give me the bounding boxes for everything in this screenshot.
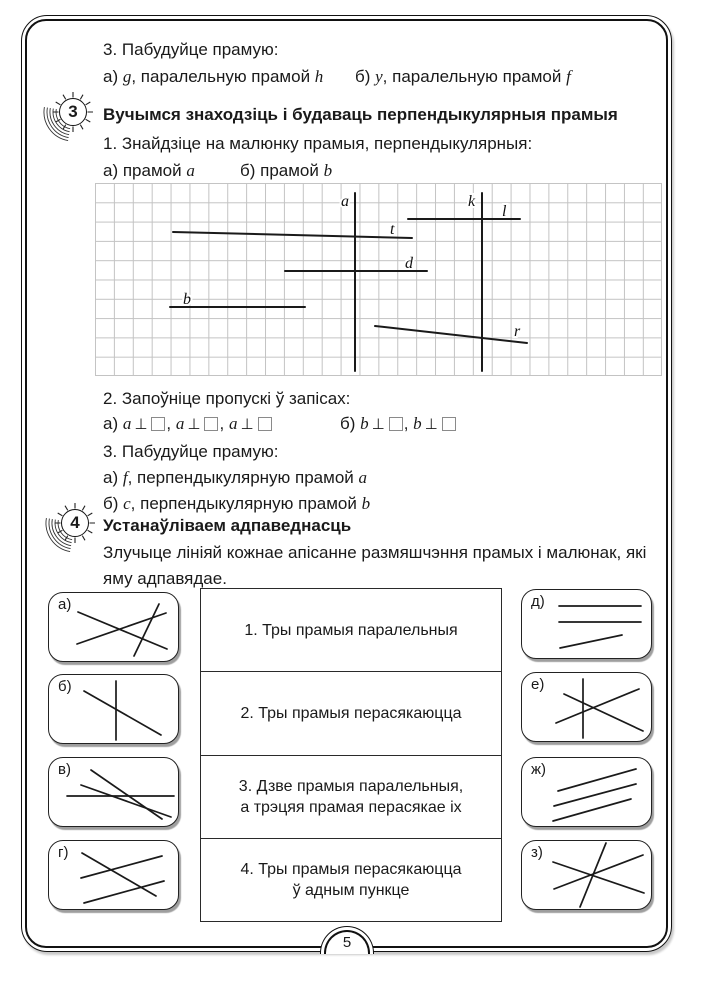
description-3[interactable]: 3. Дзве прамыя паралельныя, а трэцяя прамая перасякае іх [201, 756, 501, 839]
picture-letter: б) [58, 678, 72, 695]
lines-drawing [522, 841, 653, 911]
task3-label: 3. Пабудуйце прамую: [103, 442, 279, 461]
section4-instruction-line1: Злучыце лініяй кожнае апісанне размяшчэння прамых і малюнак, які [103, 543, 647, 562]
picture-box-a[interactable] [48, 592, 179, 662]
blank-box[interactable] [258, 417, 272, 431]
picture-box-g[interactable] [48, 840, 179, 910]
section4-number: 4 [61, 509, 89, 537]
picture-letter: з) [531, 844, 543, 861]
picture-box-d[interactable] [521, 589, 652, 659]
task2-blanks [103, 413, 583, 435]
label-d: d [405, 255, 413, 272]
label-l: l [502, 203, 507, 220]
descriptions-table [200, 588, 502, 922]
label-r: r [514, 323, 521, 340]
intro-options [103, 66, 583, 88]
section4-instruction-line2: яму адпавядае. [103, 569, 227, 588]
task1-option-b: б) прамой b [240, 161, 333, 180]
description-1[interactable]: 1. Тры прамыя паралельныя [201, 589, 501, 672]
picture-letter: в) [58, 761, 71, 778]
picture-box-zh[interactable] [521, 757, 652, 827]
line-r [375, 326, 527, 343]
picture-letter: е) [531, 676, 545, 693]
blank-box[interactable] [204, 417, 218, 431]
section3-badge [34, 84, 110, 146]
label-k: k [468, 193, 476, 210]
label-t: t [390, 221, 395, 238]
section3-title: Вучымся знаходзіць і будаваць перпендыкулярныя прамыя [103, 105, 618, 124]
lines-drawing [49, 593, 180, 663]
picture-box-e[interactable] [521, 672, 652, 742]
line-t [173, 232, 412, 238]
intro-option-a: а) g, паралельную прамой h [103, 67, 324, 86]
blank-box[interactable] [389, 417, 403, 431]
description-4[interactable]: 4. Тры прамыя перасякаюцца ў адным пункце [240, 860, 462, 899]
intro-option-b: б) y, паралельную прамой f [355, 67, 571, 86]
description-2[interactable]: 2. Тры прамыя перасякаюцца [201, 672, 501, 755]
lines-drawing [49, 675, 180, 745]
grid-figure [95, 183, 662, 376]
picture-box-v[interactable] [48, 757, 179, 827]
task3-option-b: б) c, перпендыкулярную прамой b [103, 494, 371, 513]
picture-letter: а) [58, 596, 72, 613]
blank-box[interactable] [151, 417, 165, 431]
picture-letter: д) [531, 593, 545, 610]
picture-box-z[interactable] [521, 840, 652, 910]
task3-option-a: а) f, перпендыкулярную прамой a [103, 468, 367, 487]
picture-letter: ж) [531, 761, 547, 778]
task2-blanks-b: б) b ⊥ , b ⊥ [340, 413, 457, 435]
picture-box-b[interactable] [48, 674, 179, 744]
lines-drawing [522, 673, 653, 743]
task2-label: 2. Запоўніце пропускі ў запісах: [103, 389, 351, 408]
page-number: 5 [342, 934, 352, 951]
label-a: a [341, 193, 349, 210]
section4-badge [36, 495, 112, 557]
lines-drawing [49, 841, 180, 911]
lines-drawing [522, 758, 653, 828]
task1-options [103, 160, 583, 182]
task2-blanks-a: а) a ⊥ , a ⊥ , a ⊥ [103, 414, 273, 433]
section4-title: Устанаўліваем адпаведнасць [103, 516, 352, 535]
task1-option-a: а) прамой a [103, 161, 195, 180]
lines-drawing [49, 758, 180, 828]
label-b: b [183, 291, 191, 308]
picture-letter: г) [58, 844, 69, 861]
intro-item3-label: 3. Пабудуйце прамую: [103, 40, 279, 59]
blank-box[interactable] [442, 417, 456, 431]
task1-label: 1. Знайдзіце на малюнку прамыя, перпендыкулярныя: [103, 134, 533, 153]
section3-number: 3 [59, 98, 87, 126]
lines-drawing [522, 590, 653, 660]
